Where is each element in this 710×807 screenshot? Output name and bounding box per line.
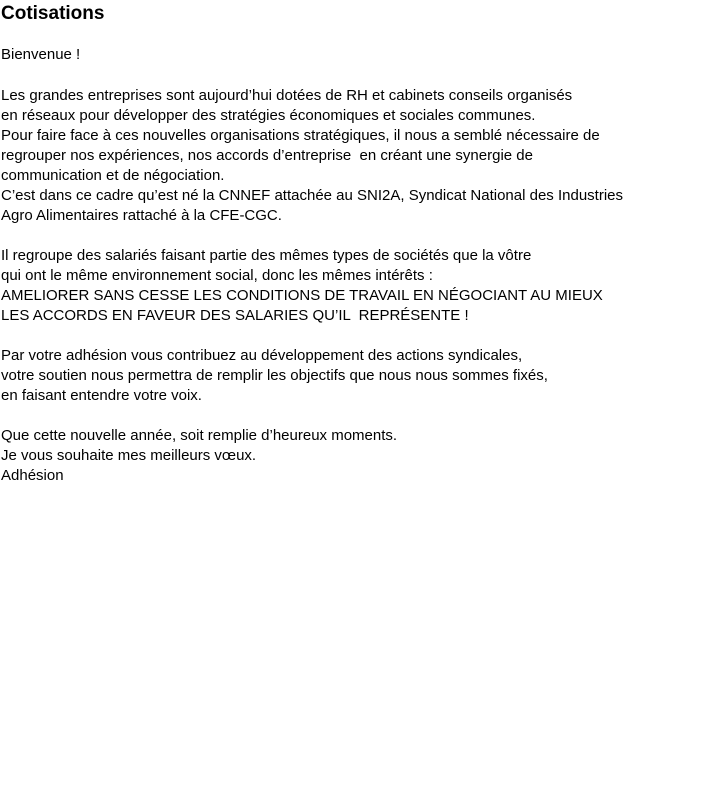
paragraph-4-line: Que cette nouvelle année, soit remplie d’heureux moments. bbox=[1, 427, 398, 444]
paragraph-4-line: Je vous souhaite mes meilleurs vœux. bbox=[1, 447, 257, 464]
paragraph-1-line: en réseaux pour développer des stratégies économiques et sociales communes. bbox=[1, 107, 536, 124]
paragraph-1-line: Pour faire face à ces nouvelles organisations stratégiques, il nous a semblé nécessaire de bbox=[1, 127, 600, 144]
page-title: Cotisations bbox=[1, 3, 105, 24]
paragraph-3-line: en faisant entendre votre voix. bbox=[1, 387, 202, 404]
paragraph-2-line: LES ACCORDS EN FAVEUR DES SALARIES QU’IL REPRÉSENTE ! bbox=[1, 307, 469, 324]
adhesion-link[interactable]: Adhésion bbox=[1, 467, 64, 484]
paragraph-1-line: Les grandes entreprises sont aujourd’hui dotées de RH et cabinets conseils organisés bbox=[1, 87, 573, 104]
paragraph-2-line: AMELIORER SANS CESSE LES CONDITIONS DE TRAVAIL EN NÉGOCIANT AU MIEUX bbox=[1, 287, 603, 304]
paragraph-1-line: communication et de négociation. bbox=[1, 167, 225, 184]
welcome-text: Bienvenue ! bbox=[1, 46, 81, 63]
paragraph-3-line: Par votre adhésion vous contribuez au développement des actions syndicales, bbox=[1, 347, 523, 364]
paragraph-2-line: Il regroupe des salariés faisant partie des mêmes types de sociétés que la vôtre bbox=[1, 247, 532, 264]
paragraph-2-line: qui ont le même environnement social, donc les mêmes intérêts : bbox=[1, 267, 433, 284]
paragraph-1-line: C’est dans ce cadre qu’est né la CNNEF attachée au SNI2A, Syndicat National des Industries bbox=[1, 187, 623, 204]
paragraph-1-line: regrouper nos expériences, nos accords d’entreprise en créant une synergie de bbox=[1, 147, 533, 164]
paragraph-1-line: Agro Alimentaires rattaché à la CFE-CGC. bbox=[1, 207, 282, 224]
paragraph-3-line: votre soutien nous permettra de remplir les objectifs que nous nous sommes fixés, bbox=[1, 367, 548, 384]
